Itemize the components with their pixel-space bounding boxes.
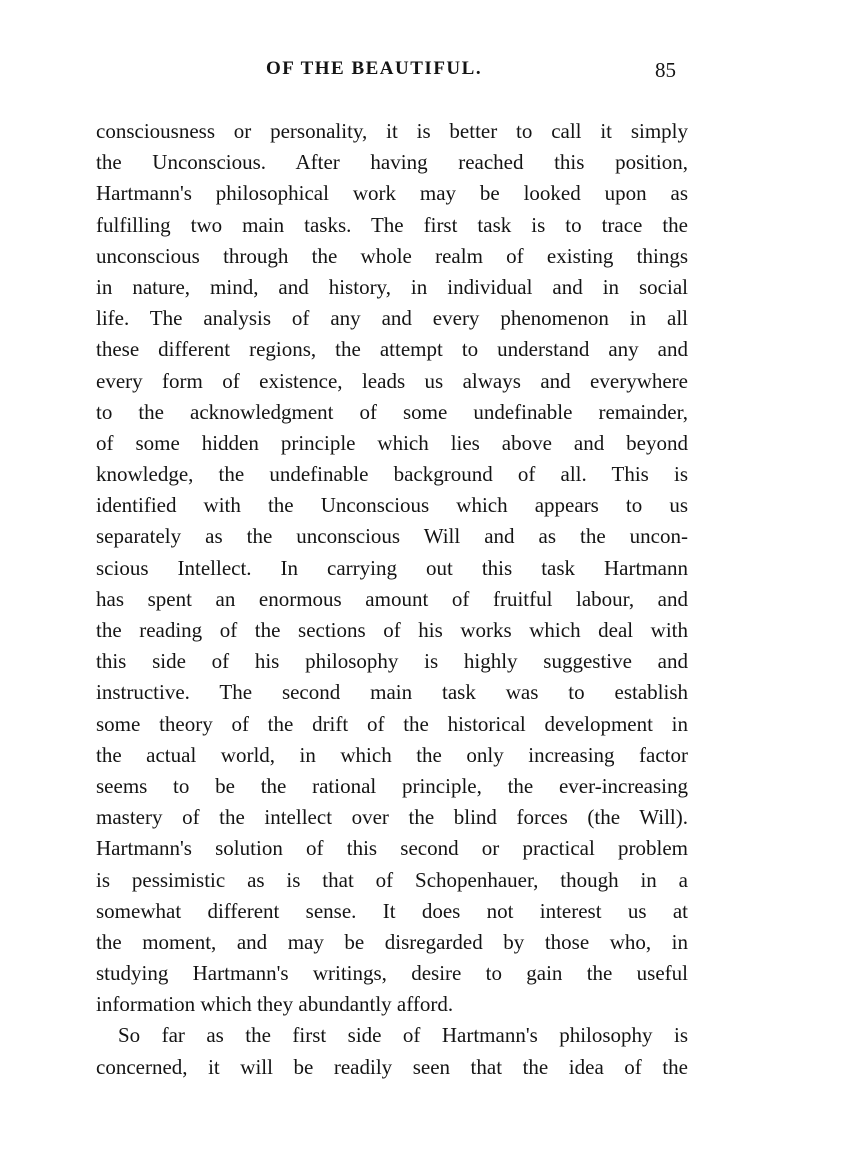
text-line: identified with the Unconscious which appears to us xyxy=(96,493,688,518)
text-line: scious Intellect. In carrying out this task Hartmann xyxy=(96,555,688,580)
page-number: 85 xyxy=(655,58,676,82)
text-line: some theory of the drift of the historical development in xyxy=(96,711,688,736)
text-line: in nature, mind, and history, in individual and in social xyxy=(96,274,688,299)
text-line: of some hidden principle which lies above and beyond xyxy=(96,430,688,455)
text-line: these different regions, the attempt to understand any and xyxy=(96,337,688,362)
running-title: OF THE BEAUTIFUL. xyxy=(266,58,483,79)
text-line: somewhat different sense. It does not interest us at xyxy=(96,898,688,923)
text-line: the reading of the sections of his works which deal with xyxy=(96,618,688,642)
text-line: knowledge, the undefinable background of all. This is xyxy=(96,462,688,487)
text-line: Hartmann's solution of this second or practical problem xyxy=(96,836,688,861)
text-line: mastery of the intellect over the blind forces (the Will). xyxy=(96,805,688,830)
text-line: the moment, and may be disregarded by those who, in xyxy=(96,929,688,954)
text-line: the actual world, in which the only increasing factor xyxy=(96,742,688,767)
text-line: separately as the unconscious Will and as the uncon- xyxy=(96,524,688,549)
text-line: is pessimistic as is that of Schopenhauer, though in a xyxy=(96,867,688,892)
text-line: instructive. The second main task was to establish xyxy=(96,680,688,705)
text-line: this side of his philosophy is highly suggestive and xyxy=(96,649,688,674)
text-line: every form of existence, leads us always and everywhere xyxy=(96,368,688,393)
book-page xyxy=(96,58,688,1083)
text-line: to the acknowledgment of some undefinable remainder, xyxy=(96,399,688,424)
paragraph-first-line: So far as the first side of Hartmann's philosophy is xyxy=(118,1023,688,1048)
text-line: life. The analysis of any and every phenomenon in all xyxy=(96,306,688,331)
text-line: studying Hartmann's writings, desire to gain the useful xyxy=(96,961,688,986)
text-line: Hartmann's philosophical work may be looked upon as xyxy=(96,181,688,206)
running-head xyxy=(96,58,688,92)
text-line: the Unconscious. After having reached this position, xyxy=(96,150,688,175)
text-line: seems to be the rational principle, the ever-increasing xyxy=(96,773,688,798)
body-text xyxy=(96,116,688,1083)
text-line: fulfilling two main tasks. The first task is to trace the xyxy=(96,212,688,237)
paragraph-last-line: information which they abundantly afford. xyxy=(96,992,454,1017)
text-line: unconscious through the whole realm of existing things xyxy=(96,243,688,268)
text-line: consciousness or personality, it is better to call it simply xyxy=(96,119,688,143)
text-line: concerned, it will be readily seen that the idea of the xyxy=(96,1054,688,1079)
text-line: has spent an enormous amount of fruitful labour, and xyxy=(96,586,688,611)
